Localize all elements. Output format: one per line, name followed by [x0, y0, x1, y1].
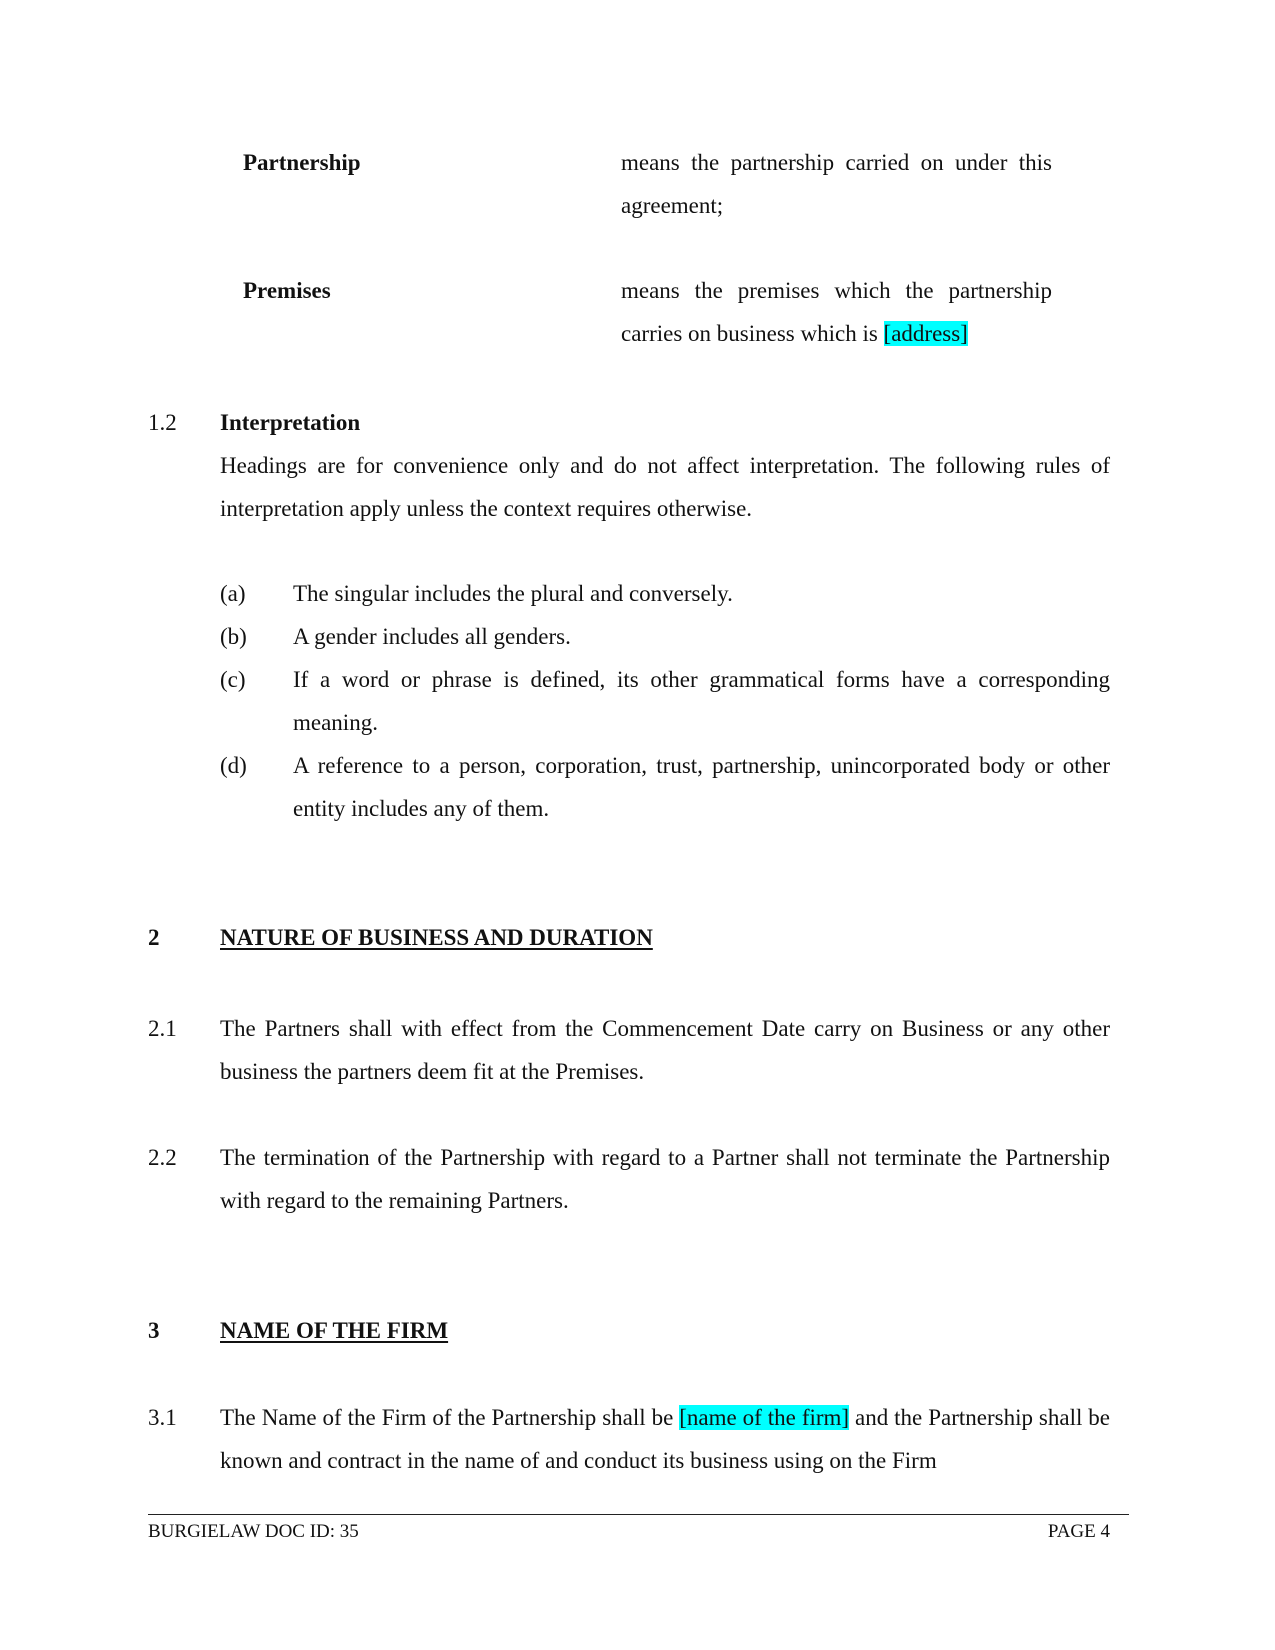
section-number-2: 2	[148, 925, 160, 950]
rule-text-a: The singular includes the plural and conversely.	[293, 581, 733, 606]
definition-term-partnership: Partnership	[243, 150, 361, 175]
interpretation-intro: Headings are for convenience only and do not affect interpretation. The following rules of interpretation apply unless the context requires otherwise.	[220, 453, 1110, 521]
section-number-3: 3	[148, 1318, 160, 1343]
clause-text-3-1	[220, 1396, 1110, 1482]
footer-divider	[148, 1514, 1129, 1515]
definition-term-premises: Premises	[243, 278, 331, 303]
clause-text-2-2: The termination of the Partnership with regard to a Partner shall not terminate the Partnership with regard to the remaining Partners.	[220, 1145, 1110, 1213]
rule-label-b: (b)	[220, 624, 247, 649]
clause-number-2-2: 2.2	[148, 1145, 177, 1170]
rule-label-a: (a)	[220, 581, 246, 606]
rule-text-d: A reference to a person, corporation, trust, partnership, unincorporated body or other entity includes any of them.	[293, 753, 1110, 821]
clause-text-3-1-after: and the Partnership shall be known and contract in the name of and conduct its business using on the Firm	[220, 1405, 1111, 1473]
clause-text-3-1-before: The Name of the Firm of the Partnership shall be	[220, 1405, 680, 1430]
firm-name-placeholder: [name of the firm]	[679, 1405, 850, 1430]
rule-text-c: If a word or phrase is defined, its other grammatical forms have a corresponding meaning.	[293, 667, 1110, 735]
footer-page-number: PAGE 4	[1047, 1521, 1110, 1542]
definition-meaning-partnership: means the partnership carried on under this agreement;	[621, 150, 1052, 218]
section-heading-nature-of-business: NATURE OF BUSINESS AND DURATION	[220, 925, 653, 950]
address-placeholder: [address]	[883, 321, 968, 346]
interpretation-heading: Interpretation	[220, 410, 361, 435]
definition-meaning-text: means the premises which the partnership carries on business which is	[621, 278, 1052, 346]
footer-doc-id: BURGIELAW DOC ID: 35	[148, 1521, 359, 1542]
rule-label-d: (d)	[220, 753, 247, 778]
clause-number-2-1: 2.1	[148, 1016, 177, 1041]
definition-meaning-premises	[621, 269, 1052, 355]
rule-text-b: A gender includes all genders.	[293, 624, 571, 649]
rule-label-c: (c)	[220, 667, 246, 692]
clause-text-2-1: The Partners shall with effect from the Commencement Date carry on Business or any other business the partners deem fit at the Premises.	[220, 1016, 1110, 1084]
section-heading-name-of-firm: NAME OF THE FIRM	[220, 1318, 449, 1343]
clause-number-1-2: 1.2	[148, 410, 177, 435]
clause-number-3-1: 3.1	[148, 1405, 177, 1430]
